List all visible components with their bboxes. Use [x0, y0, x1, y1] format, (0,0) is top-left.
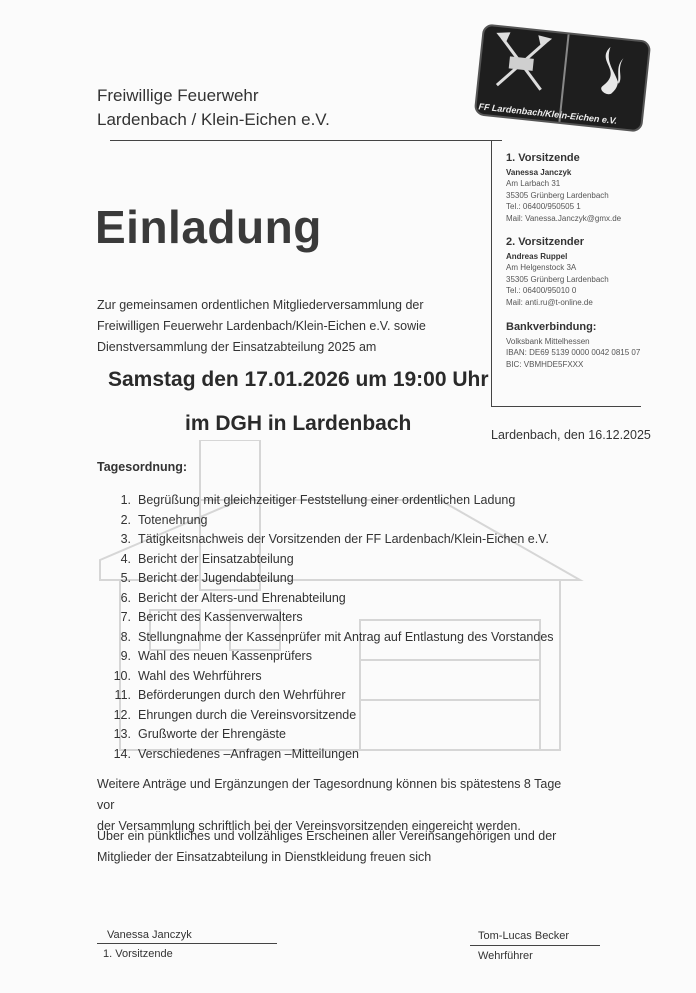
sidebar-bank — [506, 322, 656, 370]
agenda-item — [107, 667, 554, 687]
signature-left-role: 1. Vorsitzende — [103, 948, 173, 960]
notes-line: Mitglieder der Einsatzabteilung in Dienstkleidung freuen sich — [97, 850, 432, 864]
agenda-number: 1. — [120, 493, 131, 507]
signature-left-name: Vanessa Janczyk — [107, 929, 192, 941]
agenda-number: 8. — [120, 629, 131, 644]
agenda-text: Begrüßung mit gleichzeitiger Feststellung einer ordentlichen Ladung — [138, 493, 516, 507]
chair2-name: Andreas Ruppel — [506, 251, 568, 261]
agenda-text: Bericht der Alters-und Ehrenabteilung — [138, 590, 346, 605]
organization-name-line2: Lardenbach / Klein-Eichen e.V. — [97, 110, 330, 129]
agenda-number: 12. — [113, 707, 131, 722]
agenda-text: Grußworte der Ehrengäste — [138, 727, 286, 741]
agenda-number: 4. — [120, 551, 131, 566]
event-location: im DGH in Lardenbach — [185, 412, 412, 435]
agenda-number: 13. — [113, 727, 131, 741]
page-title: Einladung — [95, 201, 322, 253]
agenda-item — [107, 589, 554, 609]
chair2-city: 35305 Grünberg Lardenbach — [506, 274, 609, 284]
agenda-text: Beförderungen durch den Wehrführer — [138, 688, 346, 702]
agenda-number: 5. — [120, 571, 131, 585]
agenda-item — [107, 569, 554, 589]
chair1-city: 35305 Grünberg Lardenbach — [506, 190, 609, 200]
agenda-heading: Tagesordnung: — [97, 460, 188, 474]
chair2-mail: Mail: anti.ru@t-online.de — [506, 297, 593, 307]
agenda-item — [107, 628, 554, 648]
notes-line: der Versammlung schriftlich bei der Vereinsvorsitzenden eingereicht werden. — [97, 819, 521, 833]
signature-left-rule — [97, 943, 277, 944]
intro-line: Zur gemeinsamen ordentlichen Mitgliederversammlung der — [97, 298, 424, 312]
agenda-text: Stellungnahme der Kassenprüfer mit Antrag auf Entlastung des Vorstandes — [138, 629, 554, 644]
agenda-text: Bericht der Jugendabteilung — [138, 571, 294, 585]
agenda-item — [107, 550, 554, 570]
header-rule — [110, 140, 502, 141]
agenda-number: 7. — [120, 610, 131, 624]
agenda-number: 6. — [120, 590, 131, 605]
agenda-number: 11. — [114, 688, 131, 702]
logo-text: FF Lardenbach/Klein-Eichen e.V. — [478, 101, 618, 126]
agenda-number: 3. — [120, 532, 131, 546]
organization-name-line1: Freiwillige Feuerwehr — [97, 86, 259, 105]
notes-line: Weitere Anträge und Ergänzungen der Tagesordnung können bis spätestens 8 Tage vor — [97, 777, 562, 812]
chair2-heading: 2. Vorsitzender — [506, 236, 585, 248]
notes-paragraph-2 — [97, 826, 577, 868]
agenda-item — [107, 725, 554, 745]
chair1-street: Am Larbach 31 — [506, 179, 561, 188]
agenda-text: Ehrungen durch die Vereinsvorsitzende — [138, 707, 357, 722]
sidebar-chair2 — [506, 237, 656, 308]
agenda-item — [107, 647, 554, 667]
chair1-heading: 1. Vorsitzende — [506, 152, 580, 164]
agenda-text: Wahl des Wehrführers — [138, 668, 262, 683]
notes-line: Über ein pünktliches und vollzähliges Erscheinen aller Vereinsangehörigen und der — [97, 829, 557, 843]
chair2-phone: Tel.: 06400/95010 0 — [506, 286, 577, 295]
agenda-text: Totenehrung — [138, 512, 208, 527]
sidebar-rule — [491, 140, 492, 406]
signature-right-role: Wehrführer — [478, 950, 533, 962]
place-and-date: Lardenbach, den 16.12.2025 — [491, 428, 651, 442]
intro-line: Dienstversammlung der Einsatzabteilung 2025 am — [97, 340, 377, 354]
agenda-text: Bericht der Einsatzabteilung — [138, 551, 294, 566]
bank-name: Volksbank Mittelhessen — [506, 336, 590, 346]
chair1-name: Vanessa Janczyk — [506, 167, 572, 177]
sidebar-chair1 — [506, 153, 656, 224]
agenda-item — [107, 706, 554, 726]
fire-brigade-logo — [474, 23, 652, 132]
agenda-text: Tätigkeitsnachweis der Vorsitzenden der FF Lardenbach/Klein-Eichen e.V. — [138, 532, 549, 546]
signature-right-name: Tom-Lucas Becker — [478, 930, 570, 942]
agenda-item — [107, 530, 554, 550]
agenda-item — [107, 491, 554, 511]
bank-heading: Bankverbindung: — [506, 321, 597, 333]
agenda-number: 10. — [113, 668, 131, 683]
agenda-item — [107, 511, 554, 531]
bank-bic: BIC: VBMHDE5FXXX — [506, 359, 584, 369]
agenda-item — [107, 608, 554, 628]
agenda-number: 14. — [113, 746, 131, 761]
agenda-item — [107, 745, 554, 765]
agenda-number: 2. — [120, 512, 131, 527]
chair1-phone: Tel.: 06400/950505 1 — [506, 202, 581, 211]
agenda-number: 9. — [120, 649, 131, 663]
agenda-text: Bericht des Kassenverwalters — [138, 610, 303, 624]
agenda-text: Wahl des neuen Kassenprüfers — [138, 649, 312, 663]
intro-text — [97, 295, 487, 358]
chair1-mail: Mail: Vanessa.Janczyk@gmx.de — [506, 213, 622, 223]
agenda-list — [107, 491, 554, 764]
chair2-street: Am Helgenstock 3A — [506, 263, 577, 272]
bank-iban: IBAN: DE69 5139 0000 0042 0815 07 — [506, 348, 641, 357]
intro-line: Freiwilligen Feuerwehr Lardenbach/Klein-Eichen e.V. sowie — [97, 319, 426, 333]
agenda-item — [107, 686, 554, 706]
sidebar-bottom-rule — [491, 406, 641, 407]
signature-right-rule — [470, 945, 600, 946]
event-date: Samstag den 17.01.2026 um 19:00 Uhr — [108, 368, 489, 391]
agenda-text: Verschiedenes –Anfragen –Mitteilungen — [138, 746, 359, 761]
